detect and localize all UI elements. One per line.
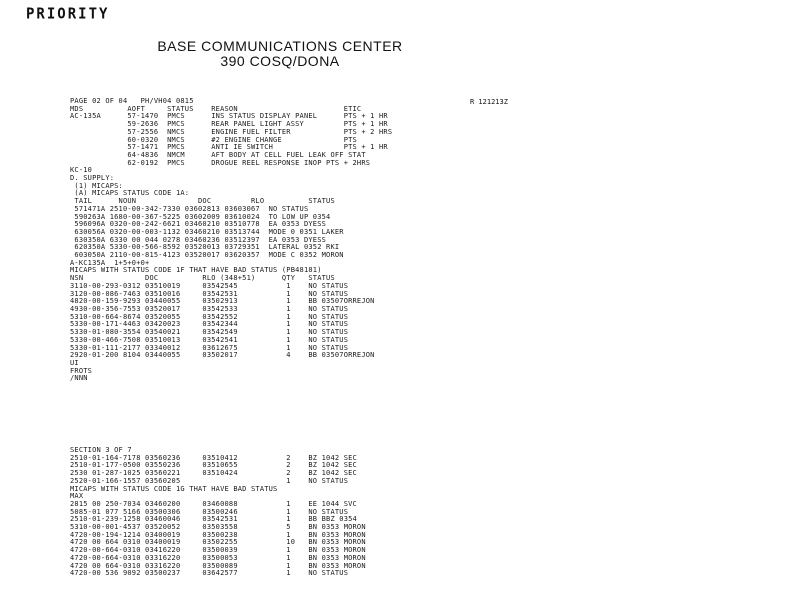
- message-line: 4720-00 536 9092 03500237 03642577 1 NO STATUS: [70, 569, 349, 578]
- message-line: 630350A 6330 00 044 0278 03460236 03512397 EA 0353 DYESS: [70, 235, 327, 244]
- message-line: AC-135A 57-1470 PMCS INS STATUS DISPLAY PANEL PTS + 1 HR: [70, 112, 388, 121]
- message-line: 4720-00-194-1214 03400019 03500238 1 BN 0353 MORON: [70, 530, 366, 539]
- message-line: 2510-01-177-0500 03550236 03510655 2 BZ 1042 SEC: [70, 461, 357, 470]
- message-line: A-KC135A 1+5+0+0+: [70, 258, 150, 267]
- header-subtitle: 390 COSQ/DONA: [220, 53, 340, 69]
- message-line: 59-2636 PMCS REAR PANEL LIGHT ASSY PTS + 1 HR: [70, 120, 388, 129]
- message-line: 4720-00-664-0310 03316220 03500053 1 BN 0353 MORON: [70, 553, 366, 562]
- message-line: 596096A 0320-00-242-6621 03460210 03510778 EA 0353 DYESS: [70, 220, 327, 229]
- message-line: 4720 00 664-0310 03316220 03500089 1 BN 0353 MORON: [70, 561, 366, 570]
- message-line: (1) MICAPS:: [70, 181, 123, 190]
- message-line: 60-0320 NMCS #2 ENGINE CHANGE PTS: [70, 135, 357, 144]
- message-line: MAX: [70, 492, 84, 501]
- message-block-page2: [70, 98, 570, 383]
- message-line: 5310-00-001-4537 03520052 03503558 5 BN 0353 MORON: [70, 523, 366, 532]
- message-line: KC-10: [70, 166, 93, 175]
- message-line: 3110-00-293-0312 03510019 03542545 1 NO STATUS: [70, 281, 349, 290]
- message-line: MICAPS WITH STATUS CODE 1G THAT HAVE BAD STATUS: [70, 484, 278, 493]
- message-line: 590263A 1680-00-367-5225 03602009 03610024 TO LOW UP 0354: [70, 212, 331, 221]
- message-line: 64-4836 NMCM AFT BODY AT CELL FUEL LEAK OFF STAT: [70, 150, 366, 159]
- message-line: NSN DOC RLO (348+51) QTY STATUS: [70, 274, 335, 283]
- message-line: PAGE 02 OF 04 PH/VH04 0815: [70, 97, 194, 105]
- message-line: TAIL NOUN DOC RLO STATUS: [70, 197, 335, 206]
- message-line: 4720-00-664-0310 03416220 03500039 1 BN 0353 MORON: [70, 546, 366, 555]
- message-line: 3120-00-086-7463 03510016 03542531 1 NO STATUS: [70, 289, 349, 298]
- message-line: MDS AOFT STATUS REASON ETIC: [70, 104, 362, 113]
- message-line: 2510-01-164-7178 03560236 03510412 2 BZ 1042 SEC: [70, 453, 357, 462]
- message-line: 5330-00-171-4463 03420023 03542344 1 NO STATUS: [70, 320, 349, 329]
- message-datetime: R 121213Z: [470, 98, 508, 106]
- message-line: 4720 00 664 0310 03400019 03502255 10 BN 0353 MORON: [70, 538, 366, 547]
- message-line: 603050A 2110-00-815-4123 03520017 03620357 MODE C 0352 MORON: [70, 251, 344, 260]
- message-block-section3: [70, 447, 570, 578]
- message-line: 5330-01-080-3554 03540021 03542549 1 NO STATUS: [70, 328, 349, 337]
- message-line: 571471A 2510-00-342-7330 03602813 03603067 NO STATUS: [70, 204, 309, 213]
- message-line: 620350A 5330-00-566-8592 03520013 03729351 LATERAL 0352 RKI: [70, 243, 340, 252]
- message-line: 4820-00-159-9293 03440055 03502913 1 BB 03507ORREJON: [70, 297, 375, 306]
- header-title: BASE COMMUNICATIONS CENTER: [157, 38, 403, 54]
- message-line: 2520-01-166-1557 03560205 1 NO STATUS: [70, 476, 349, 485]
- message-line: (A) MICAPS STATUS CODE 1A:: [70, 189, 190, 198]
- message-line: 57-2556 NMCS ENGINE FUEL FILTER PTS + 2 HRS: [70, 127, 393, 136]
- message-line: MICAPS WITH STATUS CODE 1F THAT HAVE BAD STATUS (PB48181): [70, 266, 322, 275]
- message-line: 2920-01-200 8104 03440055 03502017 4 BB 03507ORREJON: [70, 351, 375, 360]
- message-line: UI: [70, 358, 79, 367]
- message-line: 62-0192 PMCS DROGUE REEL RESPONSE INOP PTS + 2HRS: [70, 158, 371, 167]
- message-line: FROTS: [70, 366, 93, 375]
- message-line: 5330-01-111-2177 03340012 03612675 1 NO STATUS: [70, 343, 349, 352]
- message-line: D. SUPPLY:: [70, 174, 115, 183]
- message-line: 5310-00-664-8674 03520055 03542552 1 NO STATUS: [70, 312, 349, 321]
- message-line: 5330-00-466-7508 03510013 03542541 1 NO STATUS: [70, 335, 349, 344]
- message-line: 2530 01-287-1025 03560221 03510424 2 BZ 1042 SEC: [70, 469, 357, 478]
- priority-stamp: PRIORITY: [26, 5, 110, 23]
- message-line: /NNN: [70, 374, 88, 383]
- message-line: 57-1471 PMCS ANTI IE SWITCH PTS + 1 HR: [70, 143, 388, 152]
- message-line: 2815 00 250-7034 03460200 03460088 1 EE 1044 SVC: [70, 499, 357, 508]
- message-line: 5085-01 077 5166 03500306 03500246 1 NO STATUS: [70, 507, 349, 516]
- message-line: SECTION 3 OF 7: [70, 446, 132, 454]
- message-line: 4930-00-356-7553 03520017 03542533 1 NO STATUS: [70, 304, 349, 313]
- message-line: 630056A 0320-00-003-1132 03460210 03513744 MODE 0 0351 LAKER: [70, 227, 344, 236]
- message-line: 2510-01-239-1258 03460046 03542531 1 BB BBZ 0354: [70, 515, 357, 524]
